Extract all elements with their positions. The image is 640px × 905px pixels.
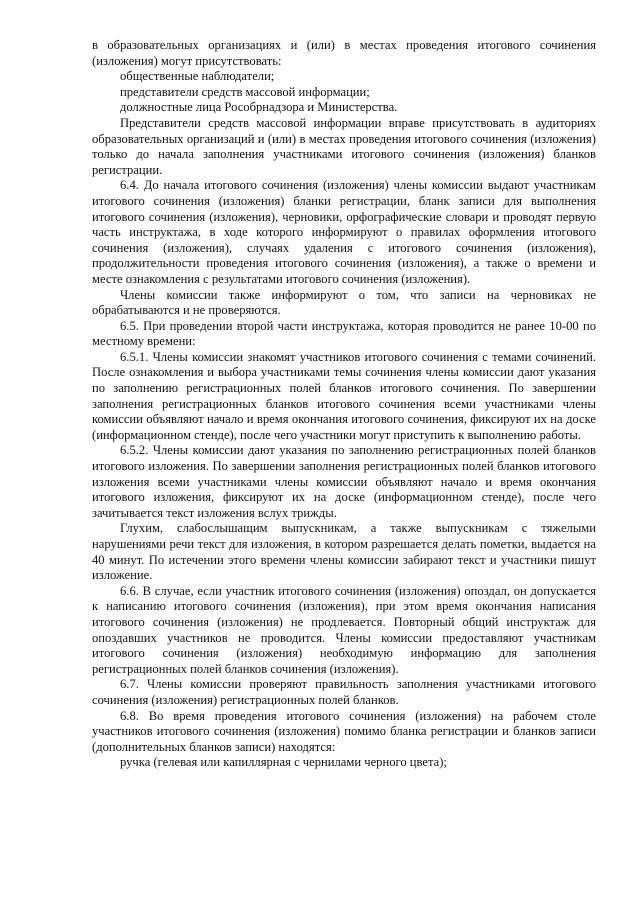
paragraph-6-5: 6.5. При проведении второй части инструктажа, которая проводится не ранее 10-00 по местному времени: [92,318,596,349]
list-item-pen: ручка (гелевая или капиллярная с чернилами черного цвета); [120,755,447,770]
list-item-officials: должностные лица Рособрнадзора и Министерства. [120,100,398,115]
paragraph-6-6: 6.6. В случае, если участник итогового сочинения (изложения) опоздал, он допускается к написанию итогового сочинения (изложения), при этом время окончания написания итогового сочинения (изложения) не продлевается. Повторный общий инструктаж для опоздавших участников не проводится. Члены комиссии предоставляют участникам итогового сочинения (изложения) необходимую информацию для заполнения регистрационных полей бланков сочинения (изложения). [92,583,596,676]
paragraph-6-4: 6.4. До начала итогового сочинения (изложения) члены комиссии выдают участникам итогового сочинения (изложения) бланки регистрации, бланк записи для выполнения итогового сочинения (изложения), черновики, орфографические словари и проводят первую часть инструктажа, в ходе которого информируют о правилах оформления итогового сочинения (изложения), случаях удаления с итогового сочинения (изложения), продолжительности проведения итогового сочинения (изложения), а также о времени и месте ознакомления с результатами итогового сочинения (изложения). [92,178,596,286]
paragraph-6-8: 6.8. Во время проведения итогового сочинения (изложения) на рабочем столе участников итогового сочинения (изложения) помимо бланка регистрации и бланков записи (дополнительных бланков записи) находятся: [92,708,596,754]
document-page [92,38,596,771]
paragraph-6-5-2: 6.5.2. Члены комиссии дают указания по заполнению регистрационных полей бланков итогового изложения. По завершении заполнения регистрационных полей бланков итогового изложения всеми участниками члены комиссии объявляют начало и время окончания итогового изложения, фиксируют их на доске (информационном стенде), после чего зачитывается текст изложения вслух трижды. [92,443,596,520]
list-item-observers: общественные наблюдатели; [120,69,275,84]
list-item-media: представители средств массовой информации; [120,84,370,99]
paragraph-6-7: 6.7. Члены комиссии проверяют правильность заполнения участниками итогового сочинения (изложения) регистрационных полей бланков. [92,677,596,707]
paragraph-deaf-students: Глухим, слабослышащим выпускникам, а также выпускникам с тяжелыми нарушениями речи текст для изложения, в котором разрешается делать пометки, выдается на 40 минут. По истечении этого времени члены комиссии забирают текст и участники пишут изложение. [92,521,596,583]
paragraph-media-rights: Представители средств массовой информации вправе присутствовать в аудиториях образовательных организаций и (или) в местах проведения итогового сочинения (изложения) только до начала заполнения участниками итогового сочинения (изложения) бланков регистрации. [92,115,596,177]
paragraph-6-5-1: 6.5.1. Члены комиссии знакомят участников итогового сочинения с темами сочинений. После ознакомления и выбора участниками темы сочинения члены комиссии дают указания по заполнению регистрационных полей бланков итогового сочинения. По завершении заполнения регистрационных бланков итогового сочинения всеми участниками члены комиссии объявляют начало и время окончания итогового сочинения, фиксируют их на доске (информационном стенде), после чего участники могут приступить к выполнению работы. [92,349,596,442]
paragraph-drafts-info: Члены комиссии также информируют о том, что записи на черновиках не обрабатываются и не проверяются. [92,287,596,318]
paragraph-continuation: в образовательных организациях и (или) в местах проведения итогового сочинения (изложения) могут присутствовать: [92,38,596,68]
